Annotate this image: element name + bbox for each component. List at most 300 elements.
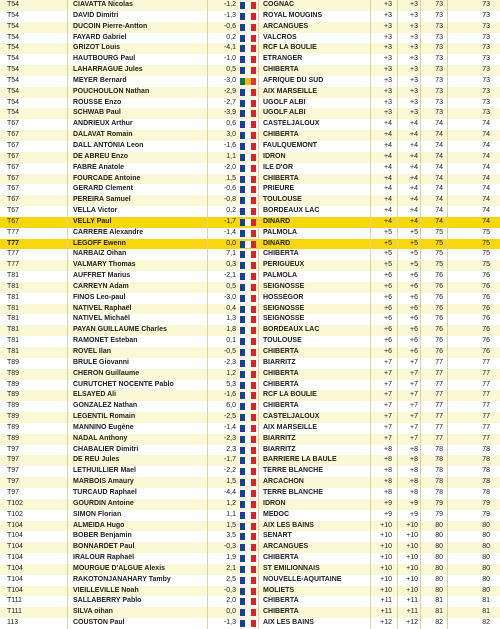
flag-france-icon (240, 566, 256, 573)
player-name: CARREYN Adam (73, 282, 129, 290)
to-par-cell: +3 (384, 22, 392, 30)
flag-france-icon (240, 360, 256, 367)
total-to-par-cell: +4 (410, 152, 418, 160)
table-row[interactable] (0, 217, 500, 228)
to-par-cell: +7 (384, 358, 392, 366)
round-score-cell: 77 (435, 413, 443, 421)
club-name: TERRE BLANCHE (263, 467, 323, 475)
player-name: AUFFRET Marius (73, 272, 131, 280)
club-name: BIARRITZ (263, 445, 296, 453)
table-row[interactable] (0, 488, 500, 499)
round-score-cell: 81 (435, 597, 443, 605)
total-to-par-cell: +10 (406, 521, 418, 529)
table-row[interactable] (0, 152, 500, 163)
table-row[interactable] (0, 499, 500, 510)
total-score-cell: 78 (482, 456, 490, 464)
club-name: ARCACHON (263, 478, 304, 486)
flag-france-icon (240, 338, 256, 345)
to-par-cell: +5 (384, 261, 392, 269)
total-score-cell: 73 (482, 1, 490, 8)
total-to-par-cell: +5 (410, 228, 418, 236)
table-row[interactable] (0, 575, 500, 586)
round-score-cell: 74 (435, 152, 443, 160)
position-cell: T97 (7, 467, 20, 475)
table-row[interactable] (0, 304, 500, 315)
table-row[interactable] (0, 380, 500, 391)
total-score-cell: 76 (482, 282, 490, 290)
total-score-cell: 73 (482, 98, 490, 106)
table-row[interactable] (0, 564, 500, 575)
flag-france-icon (240, 186, 256, 193)
handicap-cell: -1,6 (223, 141, 236, 149)
player-name: ALMEIDA Hugo (73, 521, 125, 529)
total-to-par-cell: +4 (410, 217, 418, 225)
round-score-cell: 79 (435, 510, 443, 518)
handicap-cell: 1,1 (226, 152, 236, 160)
to-par-cell: +3 (384, 109, 392, 117)
player-name: DE REU Jules (73, 456, 120, 464)
player-name: TURCAUD Raphael (73, 488, 137, 496)
position-cell: T67 (7, 217, 20, 225)
round-score-cell: 77 (435, 380, 443, 388)
position-cell: T81 (7, 326, 20, 334)
position-cell: T97 (7, 478, 20, 486)
flag-france-icon (240, 208, 256, 215)
flag-france-icon (240, 468, 256, 475)
table-row[interactable] (0, 239, 500, 250)
player-name: ROUSSE Enzo (73, 98, 122, 106)
table-row[interactable] (0, 0, 500, 11)
round-score-cell: 75 (435, 261, 443, 269)
table-row[interactable] (0, 271, 500, 282)
total-to-par-cell: +10 (406, 575, 418, 583)
table-row[interactable] (0, 390, 500, 401)
to-par-cell: +11 (380, 608, 392, 616)
table-row[interactable] (0, 184, 500, 195)
player-name: LAHARRAGUE Jules (73, 66, 143, 74)
player-name: DUCOIN Pierre-Antton (73, 22, 148, 30)
club-name: CHIBERTA (263, 348, 299, 355)
total-score-cell: 73 (482, 44, 490, 52)
to-par-cell: +3 (384, 76, 392, 84)
total-score-cell: 80 (482, 575, 490, 583)
round-score-cell: 73 (435, 109, 443, 117)
table-row[interactable] (0, 445, 500, 456)
position-cell: T81 (7, 315, 20, 323)
position-cell: T54 (7, 33, 20, 41)
table-row[interactable] (0, 163, 500, 174)
table-row[interactable] (0, 249, 500, 260)
player-name: ELSAYED Ali (73, 391, 117, 399)
total-score-cell: 74 (482, 120, 490, 128)
handicap-cell: 1,5 (226, 174, 236, 182)
to-par-cell: +9 (384, 510, 392, 518)
table-row[interactable] (0, 347, 500, 358)
total-to-par-cell: +4 (410, 131, 418, 139)
total-score-cell: 79 (482, 499, 490, 507)
round-score-cell: 77 (435, 434, 443, 442)
flag-france-icon (240, 219, 256, 226)
round-score-cell: 76 (435, 272, 443, 280)
club-name: BORDEAUX LAC (263, 207, 320, 215)
table-row[interactable] (0, 108, 500, 119)
table-row[interactable] (0, 542, 500, 553)
total-to-par-cell: +5 (410, 239, 418, 247)
table-row[interactable] (0, 33, 500, 44)
handicap-cell: 0,2 (226, 207, 236, 215)
total-to-par-cell: +6 (410, 272, 418, 280)
table-row[interactable] (0, 11, 500, 22)
flag-france-icon (240, 349, 256, 356)
position-cell: T97 (7, 445, 20, 453)
total-to-par-cell: +3 (410, 1, 418, 8)
player-name: LETHUILLIER Mael (73, 467, 137, 475)
flag-france-icon (240, 533, 256, 540)
player-name: IRALOUR Raphaël (73, 554, 135, 562)
table-row[interactable] (0, 65, 500, 76)
round-score-cell: 80 (435, 564, 443, 572)
player-name: NATIVEL Michaël (73, 315, 130, 323)
position-cell: T97 (7, 456, 20, 464)
handicap-cell: -2,9 (223, 87, 236, 95)
total-to-par-cell: +8 (410, 456, 418, 464)
to-par-cell: +8 (384, 445, 392, 453)
to-par-cell: +6 (384, 272, 392, 280)
total-to-par-cell: +8 (410, 445, 418, 453)
table-row[interactable] (0, 141, 500, 152)
table-row[interactable] (0, 477, 500, 488)
handicap-cell: 2,5 (226, 575, 236, 583)
position-cell: T67 (7, 141, 20, 149)
to-par-cell: +8 (384, 467, 392, 475)
table-row[interactable] (0, 434, 500, 445)
total-score-cell: 73 (482, 66, 490, 74)
player-name: CARRERE Alexandre (73, 228, 144, 236)
total-to-par-cell: +3 (410, 55, 418, 63)
flag-france-icon (240, 598, 256, 605)
total-score-cell: 76 (482, 304, 490, 312)
table-row[interactable] (0, 455, 500, 466)
position-cell: T67 (7, 207, 20, 215)
club-name: CHIBERTA (263, 597, 299, 605)
club-name: SEIGNOSSE (263, 304, 305, 312)
position-cell: T81 (7, 272, 20, 280)
club-name: IDRON (263, 152, 286, 160)
position-cell: T111 (7, 597, 22, 605)
table-row[interactable] (0, 54, 500, 65)
flag-france-icon (240, 371, 256, 378)
club-name: MEDOC (263, 510, 290, 518)
table-row[interactable] (0, 228, 500, 239)
handicap-cell: 1,1 (226, 510, 236, 518)
table-row[interactable] (0, 293, 500, 304)
to-par-cell: +3 (384, 33, 392, 41)
to-par-cell: +11 (380, 597, 392, 605)
table-row[interactable] (0, 336, 500, 347)
table-row[interactable] (0, 510, 500, 521)
position-cell: T81 (7, 293, 20, 301)
table-row[interactable] (0, 76, 500, 87)
handicap-cell: 1,5 (226, 521, 236, 529)
player-name: CHABALIER Dimitri (73, 445, 139, 453)
handicap-cell: 1,2 (226, 369, 236, 377)
handicap-cell: 1,8 (226, 326, 236, 334)
round-score-cell: 74 (435, 163, 443, 171)
table-row[interactable] (0, 325, 500, 336)
handicap-cell: 5,3 (226, 380, 236, 388)
table-row[interactable] (0, 586, 500, 597)
position-cell: T89 (7, 413, 20, 421)
flag-south-africa-icon (240, 78, 256, 85)
round-score-cell: 77 (435, 402, 443, 410)
handicap-cell: -1,7 (223, 217, 236, 225)
round-score-cell: 78 (435, 445, 443, 453)
club-name: SENART (263, 532, 292, 540)
handicap-cell: -2,3 (223, 434, 236, 442)
table-row[interactable] (0, 596, 500, 607)
total-score-cell: 73 (482, 76, 490, 84)
total-to-par-cell: +7 (410, 380, 418, 388)
club-name: UGOLF ALBI (263, 109, 306, 117)
column-divider (397, 0, 398, 629)
total-score-cell: 74 (482, 174, 490, 182)
total-to-par-cell: +11 (406, 597, 418, 605)
table-row[interactable] (0, 260, 500, 271)
flag-france-icon (240, 436, 256, 443)
player-name: GRIZOT Louis (73, 44, 121, 52)
total-score-cell: 78 (482, 478, 490, 486)
table-row[interactable] (0, 206, 500, 217)
position-cell: T67 (7, 174, 20, 182)
table-row[interactable] (0, 87, 500, 98)
table-row[interactable] (0, 531, 500, 542)
to-par-cell: +7 (384, 434, 392, 442)
player-name: COUSTON Paul (73, 619, 125, 627)
player-name: BOBER Benjamin (73, 532, 132, 540)
table-row[interactable] (0, 401, 500, 412)
total-to-par-cell: +4 (410, 174, 418, 182)
total-to-par-cell: +6 (410, 304, 418, 312)
round-score-cell: 80 (435, 575, 443, 583)
table-row[interactable] (0, 423, 500, 434)
player-name: DE ABREU Enzo (73, 152, 128, 160)
total-to-par-cell: +3 (410, 76, 418, 84)
total-score-cell: 80 (482, 532, 490, 540)
club-name: BORDEAUX LAC (263, 326, 320, 334)
handicap-cell: 1,2 (226, 499, 236, 507)
club-name: ETRANGER (263, 55, 303, 63)
position-cell: T67 (7, 131, 20, 139)
round-score-cell: 73 (435, 44, 443, 52)
total-score-cell: 76 (482, 348, 490, 355)
total-to-par-cell: +8 (410, 488, 418, 496)
position-cell: T104 (7, 586, 23, 594)
flag-france-icon (240, 620, 256, 627)
total-to-par-cell: +3 (410, 98, 418, 106)
table-row[interactable] (0, 521, 500, 532)
table-row[interactable] (0, 98, 500, 109)
total-to-par-cell: +3 (410, 44, 418, 52)
club-name: ARCANGUES (263, 543, 309, 551)
to-par-cell: +6 (384, 348, 392, 355)
flag-france-icon (240, 241, 256, 248)
total-score-cell: 77 (482, 413, 490, 421)
table-row[interactable] (0, 618, 500, 629)
table-row[interactable] (0, 130, 500, 141)
round-score-cell: 81 (435, 608, 443, 616)
flag-france-icon (240, 457, 256, 464)
table-row[interactable] (0, 174, 500, 185)
club-name: CHIBERTA (263, 131, 299, 139)
round-score-cell: 73 (435, 87, 443, 95)
round-score-cell: 73 (435, 98, 443, 106)
table-row[interactable] (0, 358, 500, 369)
handicap-cell: 1,5 (226, 478, 236, 486)
club-name: AIX MARSEILLE (263, 87, 318, 95)
total-to-par-cell: +3 (410, 33, 418, 41)
table-row[interactable] (0, 607, 500, 618)
to-par-cell: +7 (384, 423, 392, 431)
club-name: PRIEURE (263, 185, 295, 193)
flag-france-icon (240, 132, 256, 139)
table-row[interactable] (0, 369, 500, 380)
flag-france-icon (240, 392, 256, 399)
to-par-cell: +5 (384, 228, 392, 236)
club-name: CHIBERTA (263, 608, 299, 616)
total-to-par-cell: +5 (410, 261, 418, 269)
club-name: RCF LA BOULIE (263, 44, 317, 52)
handicap-cell: 2,1 (226, 564, 236, 572)
player-name: RAMONET Esteban (73, 337, 138, 345)
handicap-cell: 0,0 (226, 608, 236, 616)
round-score-cell: 74 (435, 141, 443, 149)
club-name: CASTELJALOUX (263, 120, 320, 128)
position-cell: T104 (7, 564, 23, 572)
club-name: FAULQUEMONT (263, 141, 318, 149)
player-name: MOURGUE D'ALGUE Alexis (73, 564, 166, 572)
to-par-cell: +4 (384, 152, 392, 160)
player-name: FOURCADE Antoine (73, 174, 141, 182)
total-score-cell: 82 (482, 619, 490, 627)
table-row[interactable] (0, 43, 500, 54)
total-to-par-cell: +6 (410, 337, 418, 345)
table-row[interactable] (0, 195, 500, 206)
flag-france-icon (240, 327, 256, 334)
handicap-cell: 0,2 (226, 33, 236, 41)
club-name: AFRIQUE DU SUD (263, 76, 324, 84)
player-name: PAYAN GUILLAUME Charles (73, 326, 167, 334)
round-score-cell: 80 (435, 586, 443, 594)
position-cell: T81 (7, 337, 20, 345)
total-score-cell: 74 (482, 185, 490, 193)
flag-france-icon (240, 35, 256, 42)
handicap-cell: 0,5 (226, 66, 236, 74)
handicap-cell: -3,0 (223, 76, 236, 84)
position-cell: T54 (7, 22, 20, 30)
handicap-cell: 3,0 (226, 131, 236, 139)
round-score-cell: 76 (435, 282, 443, 290)
to-par-cell: +7 (384, 380, 392, 388)
position-cell: T77 (7, 228, 20, 236)
total-score-cell: 81 (482, 608, 490, 616)
player-name: SALLABERRY Pablo (73, 597, 142, 605)
total-score-cell: 75 (482, 250, 490, 258)
position-cell: T102 (7, 499, 23, 507)
position-cell: T81 (7, 348, 20, 355)
handicap-cell: -1,4 (223, 228, 236, 236)
flag-france-icon (240, 555, 256, 562)
flag-france-icon (240, 230, 256, 237)
total-to-par-cell: +7 (410, 413, 418, 421)
total-to-par-cell: +7 (410, 423, 418, 431)
total-score-cell: 74 (482, 207, 490, 215)
flag-france-icon (240, 100, 256, 107)
flag-france-icon (240, 24, 256, 31)
table-row[interactable] (0, 466, 500, 477)
handicap-cell: -0,3 (223, 586, 236, 594)
total-score-cell: 77 (482, 434, 490, 442)
club-name: PERIGUEUX (263, 261, 305, 269)
total-score-cell: 76 (482, 326, 490, 334)
position-cell: T97 (7, 488, 20, 496)
club-name: CHIBERTA (263, 66, 299, 74)
player-name: VALMARY Thomas (73, 261, 136, 269)
table-row[interactable] (0, 314, 500, 325)
handicap-cell: -1,6 (223, 391, 236, 399)
club-name: RCF LA BOULIE (263, 391, 317, 399)
total-score-cell: 76 (482, 337, 490, 345)
total-score-cell: 73 (482, 22, 490, 30)
round-score-cell: 73 (435, 55, 443, 63)
club-name: CHIBERTA (263, 369, 299, 377)
table-row[interactable] (0, 22, 500, 33)
total-score-cell: 77 (482, 391, 490, 399)
to-par-cell: +4 (384, 163, 392, 171)
to-par-cell: +7 (384, 391, 392, 399)
player-name: MEYER Bernard (73, 76, 127, 84)
table-row[interactable] (0, 553, 500, 564)
to-par-cell: +3 (384, 55, 392, 63)
flag-france-icon (240, 154, 256, 161)
position-cell: T89 (7, 380, 20, 388)
player-name: GERARD Clement (73, 185, 133, 193)
table-row[interactable] (0, 119, 500, 130)
position-cell: T77 (7, 239, 20, 247)
total-score-cell: 77 (482, 402, 490, 410)
round-score-cell: 73 (435, 11, 443, 19)
to-par-cell: +3 (384, 66, 392, 74)
to-par-cell: +4 (384, 217, 392, 225)
position-cell: T89 (7, 402, 20, 410)
round-score-cell: 77 (435, 358, 443, 366)
handicap-cell: -0,5 (223, 348, 236, 355)
position-cell: T104 (7, 575, 23, 583)
table-row[interactable] (0, 412, 500, 423)
club-name: TOULOUSE (263, 337, 302, 345)
round-score-cell: 73 (435, 1, 443, 8)
table-row[interactable] (0, 282, 500, 293)
round-score-cell: 75 (435, 250, 443, 258)
total-score-cell: 74 (482, 152, 490, 160)
total-to-par-cell: +3 (410, 11, 418, 19)
flag-france-icon (240, 577, 256, 584)
handicap-cell: -4,4 (223, 488, 236, 496)
player-name: CIAVATTA Nicolas (73, 1, 133, 8)
handicap-cell: 1,9 (226, 554, 236, 562)
handicap-cell: -1,0 (223, 55, 236, 63)
to-par-cell: +10 (380, 554, 392, 562)
total-to-par-cell: +7 (410, 369, 418, 377)
